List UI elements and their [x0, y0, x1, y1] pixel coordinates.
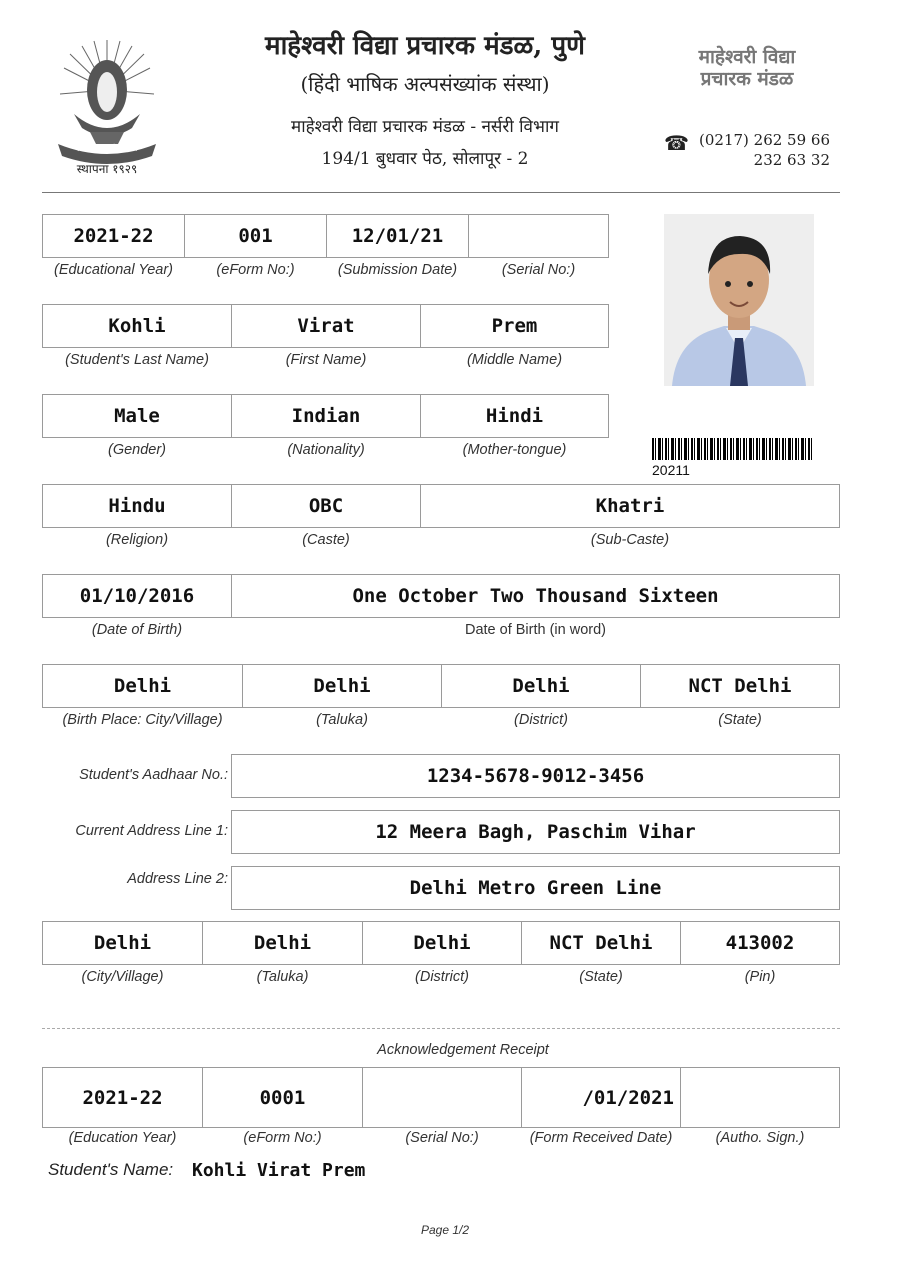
- city-label: (City/Village): [81, 969, 164, 985]
- pin-field[interactable]: 413002: [680, 921, 840, 965]
- taluka-label: (Taluka): [256, 969, 309, 985]
- last-name-field[interactable]: Kohli: [42, 304, 232, 348]
- receipt-signature-label: (Autho. Sign.): [715, 1130, 805, 1146]
- submission-date-field[interactable]: 12/01/21: [326, 214, 469, 258]
- emblem-motto: तमसो मा ज्योतिर्गमय: [76, 144, 138, 153]
- lamp-emblem-icon: [52, 32, 162, 180]
- sub-caste-field[interactable]: Khatri: [420, 484, 840, 528]
- receipt-received-date-field[interactable]: /01/2021: [521, 1067, 681, 1128]
- emblem-established: स्थापना १९२९: [76, 162, 138, 176]
- address-line2-label: Address Line 2:: [127, 871, 228, 887]
- religion-field[interactable]: Hindu: [42, 484, 232, 528]
- last-name-label: (Student's Last Name): [65, 352, 209, 368]
- religion-label: (Religion): [105, 532, 169, 548]
- receipt-eform-no-field[interactable]: 0001: [202, 1067, 363, 1128]
- right-logo: माहेश्वरी विद्या प्रचारक मंडळ: [698, 46, 796, 90]
- date-of-birth-label: (Date of Birth): [91, 622, 183, 638]
- birth-city-field[interactable]: Delhi: [42, 664, 243, 708]
- sub-caste-label: (Sub-Caste): [590, 532, 670, 548]
- phone-icon: ☎: [664, 131, 689, 155]
- serial-no-label: (Serial No:): [501, 262, 576, 278]
- first-name-field[interactable]: Virat: [231, 304, 421, 348]
- receipt-serial-no-label: (Serial No:): [405, 1130, 479, 1146]
- receipt-serial-no-field[interactable]: [362, 1067, 522, 1128]
- org-subtitle: (हिंदी भाषिक अल्पसंख्यांक संस्था): [300, 72, 550, 96]
- gender-field[interactable]: Male: [42, 394, 232, 438]
- phone-number-1: (0217) 262 59 66: [699, 131, 830, 149]
- first-name-label: (First Name): [285, 352, 367, 368]
- birth-district-field[interactable]: Delhi: [441, 664, 641, 708]
- submission-date-label: (Submission Date): [337, 262, 458, 278]
- nationality-field[interactable]: Indian: [231, 394, 421, 438]
- educational-year-field[interactable]: 2021-22: [42, 214, 185, 258]
- phone-number-2: 232 63 32: [753, 151, 830, 169]
- birth-city-label: (Birth Place: City/Village): [62, 712, 223, 728]
- taluka-field[interactable]: Delhi: [202, 921, 363, 965]
- birth-district-label: (District): [514, 712, 568, 728]
- address-line2-field[interactable]: Delhi Metro Green Line: [231, 866, 840, 910]
- page-number: Page 1/2: [420, 1223, 470, 1237]
- department-name: माहेश्वरी विद्या प्रचारक मंडळ - नर्सरी विभाग: [291, 117, 559, 137]
- aadhaar-field[interactable]: 1234-5678-9012-3456: [231, 754, 840, 798]
- receipt-eform-no-label: (eForm No:): [243, 1130, 322, 1146]
- birth-taluka-label: (Taluka): [316, 712, 368, 728]
- eform-no-field[interactable]: 001: [184, 214, 327, 258]
- header-divider: [42, 192, 840, 193]
- state-label: (State): [579, 969, 623, 985]
- receipt-received-date-label: (Form Received Date): [529, 1130, 673, 1146]
- nationality-label: (Nationality): [287, 442, 365, 458]
- address-line1-field[interactable]: 12 Meera Bagh, Paschim Vihar: [231, 810, 840, 854]
- aadhaar-label: Student's Aadhaar No.:: [79, 767, 228, 783]
- eform-no-label: (eForm No:): [216, 262, 295, 278]
- org-address: 194/1 बुधवार पेठ, सोलापूर - 2: [321, 149, 529, 169]
- date-of-birth-words-field[interactable]: One October Two Thousand Sixteen: [231, 574, 840, 618]
- birth-taluka-field[interactable]: Delhi: [242, 664, 442, 708]
- org-name: माहेश्वरी विद्या प्रचारक मंडळ, पुणे: [265, 31, 585, 61]
- barcode-number: 20211: [652, 462, 690, 478]
- middle-name-label: (Middle Name): [466, 352, 563, 368]
- receipt-education-year-field[interactable]: 2021-22: [42, 1067, 203, 1128]
- mother-tongue-field[interactable]: Hindi: [420, 394, 609, 438]
- serial-no-field[interactable]: [468, 214, 609, 258]
- caste-field[interactable]: OBC: [231, 484, 421, 528]
- cut-line: [42, 1028, 840, 1029]
- city-field[interactable]: Delhi: [42, 921, 203, 965]
- date-of-birth-words-label: Date of Birth (in word): [464, 622, 607, 638]
- birth-state-label: (State): [718, 712, 762, 728]
- barcode: [652, 438, 812, 460]
- caste-label: (Caste): [302, 532, 350, 548]
- student-name-label: Student's Name:: [48, 1160, 174, 1179]
- district-field[interactable]: Delhi: [362, 921, 522, 965]
- district-label: (District): [415, 969, 469, 985]
- student-name-value: Kohli Virat Prem: [192, 1160, 366, 1181]
- student-photo-image: [664, 214, 814, 386]
- middle-name-field[interactable]: Prem: [420, 304, 609, 348]
- receipt-education-year-label: (Education Year): [68, 1130, 177, 1146]
- gender-label: (Gender): [107, 442, 167, 458]
- receipt-signature-field[interactable]: [680, 1067, 840, 1128]
- pin-label: (Pin): [744, 969, 776, 985]
- date-of-birth-field[interactable]: 01/10/2016: [42, 574, 232, 618]
- address-line1-label: Current Address Line 1:: [75, 823, 228, 839]
- receipt-title: Acknowledgement Receipt: [377, 1042, 549, 1058]
- institution-emblem: [52, 32, 162, 180]
- student-photo: [664, 214, 814, 386]
- state-field[interactable]: NCT Delhi: [521, 921, 681, 965]
- educational-year-label: (Educational Year): [53, 262, 174, 278]
- mother-tongue-label: (Mother-tongue): [462, 442, 567, 458]
- birth-state-field[interactable]: NCT Delhi: [640, 664, 840, 708]
